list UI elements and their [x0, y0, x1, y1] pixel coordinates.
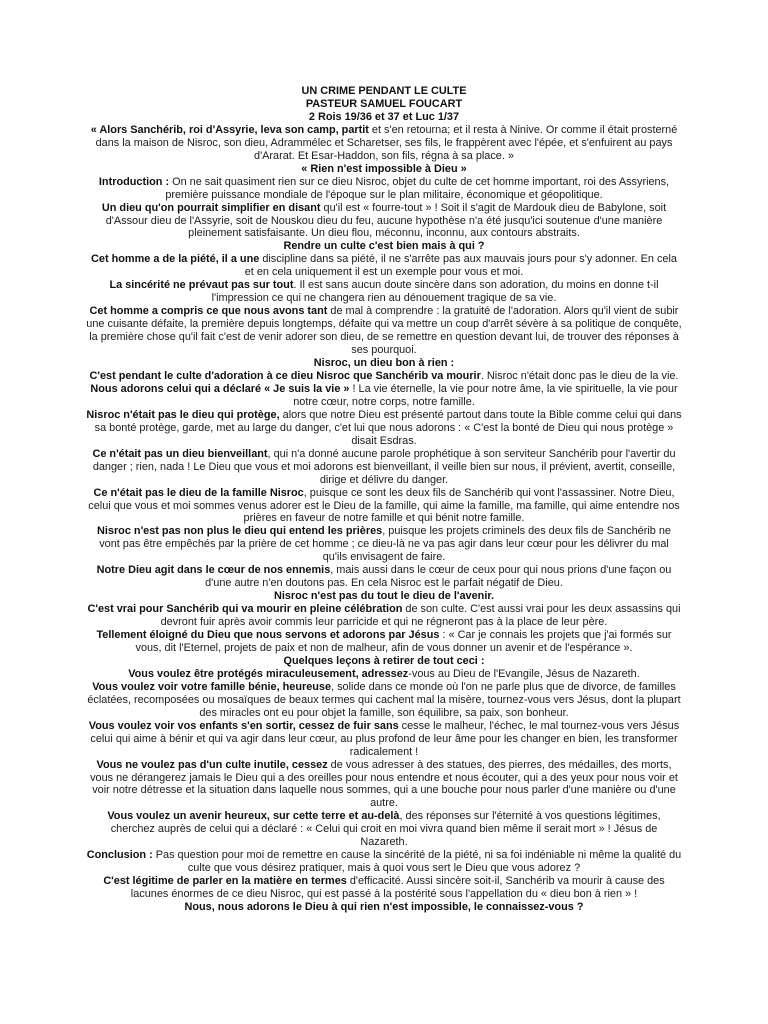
- paragraph: [86, 810, 682, 849]
- paragraph: [86, 448, 682, 487]
- paragraph-text: Pas question pour moi de remettre en cause la sincérité de la piété, ni sa foi indéniable ni même la qualité du culte que vous désirez pratiquer, mais à quoi vous sert le Dieu que vous adorez ?: [152, 849, 682, 875]
- paragraph-text: d'efficacité. Aussi sincère soit-il, Sanchérib va mourir à cause des lacunes énormes de ce dieu Nisroc, qui est passé à la postérité sous l'appellation du « dieu bon à rien » !: [130, 875, 665, 901]
- paragraph-text: : « Car je connais les projets que j'ai formés sur vous, dit l'Eternel, projets de paix et non de malheur, afin de vous donner un avenir et de l'espérance ».: [135, 629, 672, 654]
- paragraph-lead: Un dieu qu'on pourrait simplifier en disant: [101, 201, 321, 214]
- paragraph: [86, 849, 682, 875]
- paragraph: [86, 525, 682, 564]
- paragraph-lead: « Alors Sanchérib, roi d'Assyrie, leva son camp, partit: [90, 123, 369, 136]
- paragraph-lead: Vous voulez voir votre famille bénie, heureuse: [92, 680, 332, 693]
- paragraph-lead: Ce n'était pas un dieu bienveillant: [92, 447, 268, 460]
- paragraph-text: , mais aussi dans le cœur de ceux pour qui nous prions d'une façon ou d'une autre n'en doutons pas. En cela Nisroc est le parfait négatif de Dieu.: [205, 564, 672, 590]
- paragraph: [86, 720, 682, 759]
- paragraph-text: cesse le malheur, l'échec, le mal tournez-vous vers Jésus celui qui aime à bénir et qui va agir dans leur cœur, au plus profond de leur âme pour les changer en bien, les transformer radicalement !: [90, 719, 680, 758]
- paragraph-text: . Il est sans aucun doute sincère dans son adoration, du moins en donne t-il l'impression ce qui ne changera rien au dénouement tragique de sa vie.: [211, 279, 659, 305]
- paragraph-lead: Vous ne voulez pas d'un culte inutile, cessez: [96, 758, 328, 771]
- paragraph-lead: Vous voulez voir vos enfants s'en sortir, cessez de fuir sans: [88, 719, 399, 732]
- paragraph: [86, 901, 682, 914]
- paragraph: [86, 759, 682, 811]
- paragraph: [86, 176, 682, 202]
- paragraph-text: de son culte. C'est aussi vrai pour les deux assassins qui devront fuir après avoir commis leur parricide et qui ne régneront pas à la place de leur père.: [160, 603, 681, 629]
- paragraph-lead: Conclusion :: [86, 849, 153, 862]
- paragraph-lead: Cet homme a de la piété, il a une: [91, 253, 260, 266]
- paragraph-lead: Notre Dieu agit dans le cœur de nos ennemis: [96, 564, 331, 577]
- paragraph-text: -vous au Dieu de l'Evangile, Jésus de Nazareth.: [408, 667, 640, 680]
- paragraph: [86, 305, 682, 357]
- paragraph: [86, 253, 682, 279]
- paragraph-lead: C'est vrai pour Sanchérib qui va mourir en pleine célébration: [87, 603, 403, 616]
- paragraph: [86, 681, 682, 720]
- paragraph: [86, 163, 682, 176]
- paragraph: [86, 383, 682, 409]
- document-author: PASTEUR SAMUEL FOUCART: [305, 97, 463, 110]
- document-body: [86, 85, 682, 914]
- paragraph-lead: Cet homme a compris ce que nous avons tant: [89, 305, 328, 318]
- paragraph: [86, 357, 682, 370]
- paragraph-lead: C'est légitime de parler en la matière en termes: [103, 875, 347, 888]
- paragraph-lead: Nisroc n'était pas le dieu qui protège,: [86, 408, 280, 421]
- paragraph-lead: Nisroc, un dieu bon à rien :: [313, 357, 455, 370]
- paragraph-text: alors que notre Dieu est présenté partout dans toute la Bible comme celui qui dans sa bonté protège, garde, met au large du danger, c'et lui que nous adorons : « C'est la bonté de Dieu qui nous protège » disait Esdras.: [94, 408, 682, 447]
- paragraph-lead: Nisroc n'est pas non plus le dieu qui entend les prières: [97, 525, 383, 538]
- paragraph-lead: Ce n'était pas le dieu de la famille Nisroc: [93, 486, 304, 499]
- paragraph: [86, 629, 682, 655]
- paragraph-lead: Tellement éloigné du Dieu que nous servons et adorons par Jésus: [96, 629, 440, 642]
- paragraph-text: , solide dans ce monde où l'on ne parle plus que de divorce, de familles éclatées, recomposées ou mosaïques de beaux termes qui cachent mal la misère, tournez-vous vers Jésus, dont la plupart des miracles ont eu pour objet la famille, son équilibre, sa paix, son bonheur.: [87, 680, 681, 719]
- paragraph-text: discipline dans sa piété, il ne s'arrête pas aux mauvais jours pour s'y adonner. En cela et en cela uniquement il est un exemple pour vous et moi.: [244, 253, 677, 279]
- paragraph-text: , puisque ce sont les deux fils de Sanchérib qui vont l'assassiner. Notre Dieu, celui que vous et moi sommes venus adorer est le Dieu de la famille, qui aime la famille, ma famille, qui aime entendre nos prières en faveur de notre famille et qui bénit notre famille.: [88, 486, 680, 525]
- paragraph-lead: La sincérité ne prévaut pas sur tout: [109, 279, 294, 292]
- paragraph: [86, 240, 682, 253]
- paragraph-text: de vous adresser à des statues, des pierres, des médailles, des morts, vous ne dérangerez jamais le Dieu qui a des oreilles pour nous entendre et nous écouter, qui a des yeux pour nous voir et voir notre détresse et la situation dans laquelle nous sommes, qui a une bouche pour nous parler d'une manière ou d'une autre.: [90, 758, 678, 810]
- paragraph-text: . Nisroc n'était donc pas le dieu de la vie.: [480, 369, 679, 382]
- paragraph-text: et s'en retourna; et il resta à Ninive. Or comme il était prosterné dans la maison de Nisroc, son dieu, Adrammélec et Scharetser, ses fils, le frappèrent avec l'épée, et s'enfuirent au pays d'Ararat. Et Esar-Haddon, son fils, régna à sa place. »: [95, 123, 678, 162]
- paragraph-lead: Vous voulez être protégés miraculeusement, adressez: [128, 667, 409, 680]
- paragraph: [86, 124, 682, 163]
- paragraph: [86, 370, 682, 383]
- paragraph-lead: Nous, nous adorons le Dieu à qui rien n'est impossible, le connaissez-vous ?: [184, 901, 584, 914]
- paragraph: [86, 409, 682, 448]
- paragraph: [86, 603, 682, 629]
- paragraph-lead: C'est pendant le culte d'adoration à ce dieu Nisroc que Sanchérib va mourir: [89, 369, 481, 382]
- paragraph: [86, 487, 682, 526]
- paragraph-lead: Quelques leçons à retirer de tout ceci :: [283, 654, 485, 667]
- paragraph: [86, 564, 682, 590]
- paragraph-text: , des réponses sur l'éternité à vos questions légitimes, cherchez auprès de celui qui a déclaré : « Celui qui croit en moi vivra quand bien même il serait mort » ! Jésus de Nazareth.: [110, 810, 661, 849]
- paragraph-text: ! La vie éternelle, la vie pour notre âme, la vie spirituelle, la vie pour notre cœur, notre corps, notre famille.: [293, 382, 678, 408]
- paragraph-lead: Vous voulez un avenir heureux, sur cette terre et au-delà: [107, 810, 400, 823]
- paragraph-text: de mal à comprendre : la gratuité de l'adoration. Alors qu'il vient de subir une cuisante défaite, la première depuis longtemps, défaite qui va mettre un coup d'arrêt sévère à sa politique de conquête, la première chose qu'il fait c'est de venir adorer son dieu, de se remettre en question devant lui, de trouver des réponses à ses pourquoi.: [86, 305, 682, 357]
- paragraph-lead: « Rien n'est impossible à Dieu »: [301, 162, 467, 175]
- paragraph: [86, 875, 682, 901]
- paragraph-text: , puisque les projets criminels des deux fils de Sanchérib ne vont pas être empêchés par la prière de cet homme ; ce dieu-là ne va pas agir dans leur cœur pour les délivrer du mal qu'ils envisagent de faire.: [99, 525, 671, 564]
- paragraph-lead: Nous adorons celui qui a déclaré « Je suis la vie »: [90, 382, 350, 395]
- paragraph-lead: Introduction :: [98, 175, 170, 188]
- document-title: UN CRIME PENDANT LE CULTE: [301, 85, 467, 97]
- paragraph-lead: Nisroc n'est pas du tout le dieu de l'avenir.: [273, 590, 495, 603]
- paragraph-text: qu'il est « fourre-tout » ! Soit il s'agit de Mardouk dieu de Babylone, soit d'Assour dieu de l'Assyrie, soit de Nouskou dieu du feu, aucune hypothèse n'a été jusqu'ici soutenue d'une manière pleinement satisfaisante. Un dieu flou, méconnu, inconnu, aux contours abstraits.: [105, 201, 667, 240]
- paragraph-lead: Rendre un culte c'est bien mais à qui ?: [283, 240, 485, 253]
- paragraph: [86, 590, 682, 603]
- paragraph: [86, 202, 682, 241]
- scripture-reference: 2 Rois 19/36 et 37 et Luc 1/37: [308, 110, 460, 123]
- paragraph: [86, 279, 682, 305]
- paragraph-text: On ne sait quasiment rien sur ce dieu Nisroc, objet du culte de cet homme important, roi des Assyriens, première puissance mondiale de l'époque sur le plan militaire, économique et géopolitique.: [165, 175, 670, 201]
- paragraph: [86, 668, 682, 681]
- paragraph-text: , qui n'a donné aucune parole prophétique à son serviteur Sanchérib pour l'avertir du danger ; rien, nada ! Le Dieu que vous et moi adorons est bienveillant, il veille bien sur nous, il prévient, avertit, conseille, dirige et délivre du danger.: [92, 447, 676, 486]
- paragraph: [86, 655, 682, 668]
- document-paragraphs: [86, 124, 682, 914]
